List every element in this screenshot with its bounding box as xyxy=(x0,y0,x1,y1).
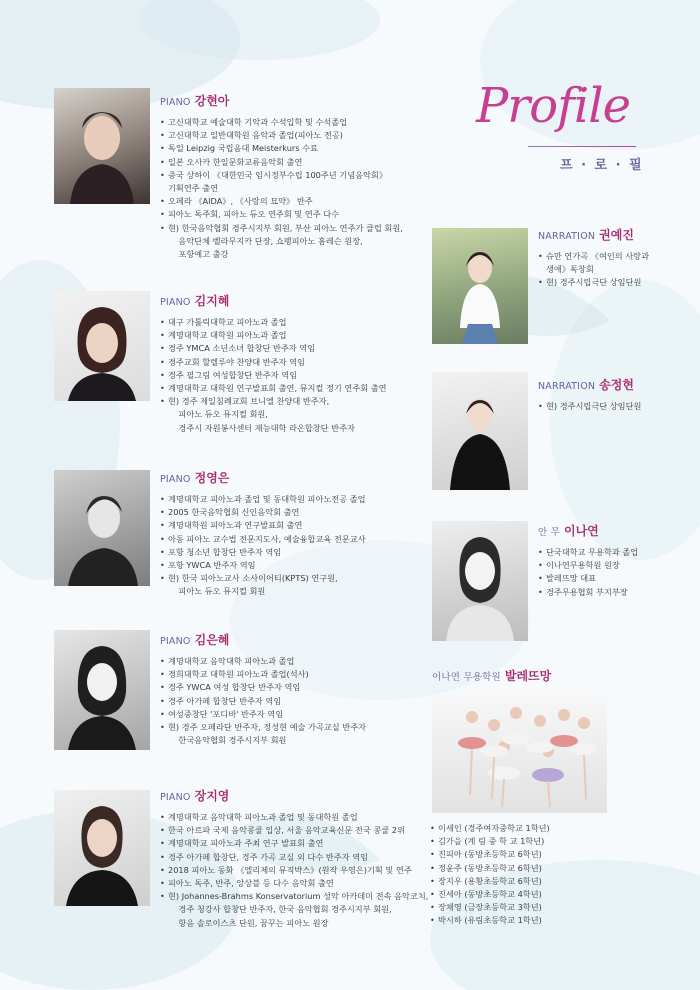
role-label: PIANO xyxy=(160,297,191,308)
performer-name: 장지영 xyxy=(194,789,230,803)
bio-list xyxy=(160,811,429,930)
portrait-photo-jang xyxy=(54,790,150,906)
performer-name: 김은혜 xyxy=(194,633,230,647)
role-label: 이나연 무용학원 xyxy=(432,672,501,683)
role-label: NARRATION xyxy=(538,231,596,242)
role-label: NARRATION xyxy=(538,381,596,392)
bio-item: • 일본 오사카 한일문화교류음악회 출연 xyxy=(160,156,422,169)
bio-list xyxy=(160,316,422,435)
portrait-photo-kim-jihye xyxy=(54,291,150,401)
bio-item: • 경주 아가페 합창단, 경주 가곡 교실 외 다수 반주자 역임 xyxy=(160,851,422,864)
bio-item: • 계명대학교 대학원 피아노과 졸업 xyxy=(160,329,422,342)
performer-kang xyxy=(160,93,422,261)
bio-item: • 정윤주 (동방초등학교 6학년) xyxy=(430,862,680,875)
bio-item: • 현) 한국 피아노교사 소사이어티(KPTS) 연구원, 피아노 듀오 뮤지컬 회원 xyxy=(160,572,422,598)
performer-name: 정영은 xyxy=(194,471,230,485)
performer-name: 이나연 xyxy=(563,524,599,538)
performer-kim-eunhye xyxy=(160,632,422,747)
bio-item: • 2018 피아노 동화 《엘리제의 뮤직박스》(원작 우영은)기획 및 연주 xyxy=(160,864,422,877)
bio-item: • 슈만 연가곡 《여인의 사랑과 생애》독창회 xyxy=(538,250,690,276)
portrait-photo-jung xyxy=(54,470,150,586)
bio-list xyxy=(160,116,422,261)
bio-item: • 이나연무용학원 원장 xyxy=(538,559,690,572)
bio-item: • 2005 한국음악협회 신인음악회 출연 xyxy=(160,506,422,519)
bio-item: • 단국대학교 무용학과 졸업 xyxy=(538,546,690,559)
title-divider xyxy=(528,146,636,147)
role-label: PIANO xyxy=(160,792,191,803)
bio-item: • 현) 경주시립극단 상임단원 xyxy=(538,400,690,413)
bio-item: • 계명대학교 피아노과 졸업 및 동대학원 피아노전공 졸업 xyxy=(160,493,422,506)
role-label: 안 무 xyxy=(538,527,560,538)
performer-lee xyxy=(538,523,690,599)
bio-item: • 경주 YWCA 여성 합창단 반주자 역임 xyxy=(160,681,422,694)
bio-item: • 김가을 (계 림 중 학 교 1학년) xyxy=(430,835,680,848)
profile-subtitle: 프 · 로 · 필 xyxy=(560,158,644,173)
bio-item: • 경주무용협회 부지부장 xyxy=(538,586,690,599)
bio-item: • 계명대학원 피아노과 연구발표회 출연 xyxy=(160,519,422,532)
bio-list xyxy=(538,250,690,290)
bio-list xyxy=(538,546,690,599)
bio-item: • 경주 YMCA 소년소녀 합창단 반주자 역임 xyxy=(160,342,422,355)
bio-item: • 현) 경주시립극단 상임단원 xyxy=(538,276,690,289)
performer-name: 김지혜 xyxy=(194,294,230,308)
bio-item: • 현) 한국음악협회 경주시지부 회원, 부산 피아노 연주가 클럽 회원, 음악단체 벨라무지카 단장, 쇼팽피아노 홈레슨 원장, 포항예고 출강 xyxy=(160,222,422,262)
bio-item: • 경주교회 할렐루야 찬양대 반주자 역임 xyxy=(160,356,422,369)
bio-item: • 아동 피아노 교수법 전문지도사, 예술융합교육 전문교사 xyxy=(160,533,422,546)
profile-title: Profile xyxy=(476,78,631,134)
bio-list xyxy=(160,655,422,747)
bio-item: • 장채영 (금장초등학교 3학년) xyxy=(430,901,680,914)
bio-item: • 경희대학교 대학원 피아노과 졸업(석사) xyxy=(160,668,422,681)
portrait-photo-lee xyxy=(432,521,528,641)
bio-item: • 진세아 (동방초등학교 4학년) xyxy=(430,888,680,901)
bio-item: • 경주 필그림 여성합창단 반주자 역임 xyxy=(160,369,422,382)
bio-item: • 중국 상하이 《대한민국 임시정부수립 100주년 기념음악회》 기획연주 출연 xyxy=(160,169,422,195)
portrait-photo-kang xyxy=(54,88,150,204)
performer-jung xyxy=(160,470,422,599)
performer-name: 권예진 xyxy=(599,228,634,242)
bio-item: • 박시하 (유림초등학교 1학년) xyxy=(430,914,680,927)
bio-item: • 이세인 (경주여자중학교 1학년) xyxy=(430,822,680,835)
bio-item: • 계명대학교 피아노과 주최 연구 발표회 출연 xyxy=(160,837,422,850)
performer-song xyxy=(538,377,690,413)
bio-item: • 오페라 《AIDA》, 《사랑의 묘약》 반주 xyxy=(160,195,422,208)
performer-name: 강현아 xyxy=(194,94,230,108)
bio-list xyxy=(538,400,690,413)
bio-item: • 고신대학교 일반대학원 음악과 졸업(피아노 전공) xyxy=(160,129,422,142)
bio-item: • 피아노 독주회, 피아노 듀오 연주회 및 연주 다수 xyxy=(160,208,422,221)
bio-item: • 현) 경주 오페라단 반주자, 정성현 예술 가곡교실 반주자 한국음악협회 경주시지부 회원 xyxy=(160,721,422,747)
role-label: PIANO xyxy=(160,636,191,647)
portrait-photo-kwon xyxy=(432,228,528,344)
ballet-members xyxy=(430,822,680,928)
member-list xyxy=(430,822,680,928)
bio-item: • 계명대학교 대학원 연구발표회 출연, 뮤지컬 정기 연주회 출연 xyxy=(160,382,422,395)
bio-item: • 장지우 (용황초등학교 6학년) xyxy=(430,875,680,888)
bio-item: • 계명대학교 음악대학 피아노과 졸업 xyxy=(160,655,422,668)
bio-item: • 한국 아르파 국제 음악콩쿨 입상, 서울 음악교육신문 전국 콩쿨 2위 xyxy=(160,824,422,837)
bio-item: • 진피아 (동방초등학교 6학년) xyxy=(430,848,680,861)
role-label: PIANO xyxy=(160,97,191,108)
portrait-photo-kim-eunhye xyxy=(54,630,150,750)
performer-kwon xyxy=(538,227,690,290)
bio-item: • 포항 청소년 합창단 반주자 역임 xyxy=(160,546,422,559)
bio-list xyxy=(160,493,422,599)
performer-name: 송정현 xyxy=(599,378,634,392)
bio-item: • 고신대학교 예술대학 기악과 수석입학 및 수석졸업 xyxy=(160,116,422,129)
bio-item: • 발레뜨망 대표 xyxy=(538,572,690,585)
bio-item: • 계명대학교 음악대학 피아노과 졸업 및 동대학원 졸업 xyxy=(160,811,422,824)
portrait-photo-song xyxy=(432,372,528,490)
performer-kim-jihye xyxy=(160,293,422,435)
bio-item: • 현) Johannes-Brahms Konservatorium 성악 아카데미 전속 음악코치, 경주 청강사 합창단 반주자, 한국 음악협회 경주시지부 회원, 항음 솔로이스츠 단원, 꿈꾸는 피아노 원장 xyxy=(160,890,422,930)
bio-item: • 현) 경주 제일침례교회 브니엘 찬양대 반주자, 피아노 듀오 뮤지컬 회원, 경주시 자원봉사센터 재능대학 라온합창단 반주자 xyxy=(160,395,422,435)
bio-item: • 대구 가톨릭대학교 피아노과 졸업 xyxy=(160,316,422,329)
bio-item: • 여성중창단 '포디바' 반주자 역임 xyxy=(160,708,422,721)
role-label: PIANO xyxy=(160,474,191,485)
performer-jang xyxy=(160,788,429,930)
bio-item: • 피아노 독주, 반주, 앙상블 등 다수 음악회 출연 xyxy=(160,877,422,890)
bio-item: • 독일 Leipzig 국립음대 Meisterkurs 수료 xyxy=(160,142,422,155)
bio-item: • 경주 아가페 합창단 반주자 역임 xyxy=(160,695,422,708)
ballet-group-photo xyxy=(432,695,607,813)
performer-name: 발레뜨망 xyxy=(504,669,552,683)
bio-item: • 포항 YWCA 반주자 역임 xyxy=(160,559,422,572)
ballet-group xyxy=(432,668,682,689)
